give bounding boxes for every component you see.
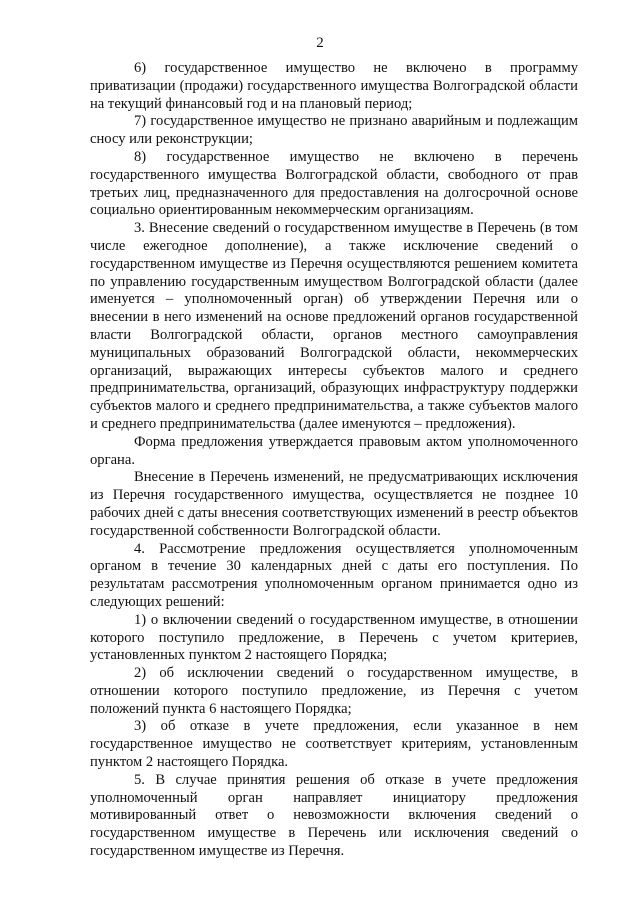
paragraph-decision-2: 2) об исключении сведений о государственном имуществе, в отношении которого поступило предложение, из Перечня с учетом положений пункта 6 настоящего Порядка; [90, 665, 578, 717]
paragraph-section-4: 4. Рассмотрение предложения осуществляется уполномоченным органом в течение 30 календарных дней с даты его поступления. По результатам рассмотрения уполномоченным органом принимается одно из следующих решений: [90, 540, 578, 610]
paragraph-item-7: 7) государственное имущество не признано аварийным и подлежащим сносу или реконструкции; [90, 113, 578, 148]
paragraph-decision-1: 1) о включении сведений о государственном имуществе, в отношении которого поступило предложение, в Перечень с учетом критериев, установленных пунктом 2 настоящего Порядка; [90, 611, 578, 664]
paragraph-item-8: 8) государственное имущество не включено в перечень государственного имущества Волгоградской области, свободного от прав третьих лиц, предназначенного для предоставления на долгосрочной основе социально ориентированным некоммерческим организациям. [90, 148, 578, 219]
page-number: 2 [316, 35, 324, 51]
paragraph-decision-3: 3) об отказе в учете предложения, если указанное в нем государственное имущество не соответствует критериям, установленным пунктом 2 настоящего Порядка. [90, 718, 578, 771]
document-body [90, 60, 578, 861]
paragraph-item-6: 6) государственное имущество не включено в программу приватизации (продажи) государственного имущества Волгоградской области на текущий финансовый год и на плановый период; [90, 60, 578, 112]
paragraph-list-changes: Внесение в Перечень изменений, не предусматривающих исключения из Перечня государственного имущества, осуществляется не позднее 10 рабочих дней с даты внесения соответствующих изменений в реестр объектов государственной собственности Волгоградской области. [90, 469, 578, 539]
paragraph-proposal-form: Форма предложения утверждается правовым актом уполномоченного органа. [90, 433, 578, 468]
paragraph-section-3: 3. Внесение сведений о государственном имуществе в Перечень (в том числе ежегодное дополнение), а также исключение сведений о государственном имуществе из Перечня осуществляются решением комитета по управлению государственным имуществом Волгоградской области (далее именуется – уполномоченный орган) об утверждении Перечня или о внесении в него изменений на основе предложений органов государственной власти Волгоградской области, органов местного самоуправления муниципальных образований Волгоградской области, некоммерческих организаций, выражающих интересы субъектов малого и среднего предпринимательства, организаций, образующих инфраструктуру поддержки субъектов малого и среднего предпринимательства, а также субъектов малого и среднего предпринимательства (далее именуются – предложения). [90, 220, 578, 432]
paragraph-section-5: 5. В случае принятия решения об отказе в учете предложения уполномоченный орган направляет инициатору предложения мотивированный ответ о невозможности включения сведений о государственном имуществе в Перечень или исключения сведений о государственном имуществе из Перечня. [90, 771, 578, 860]
